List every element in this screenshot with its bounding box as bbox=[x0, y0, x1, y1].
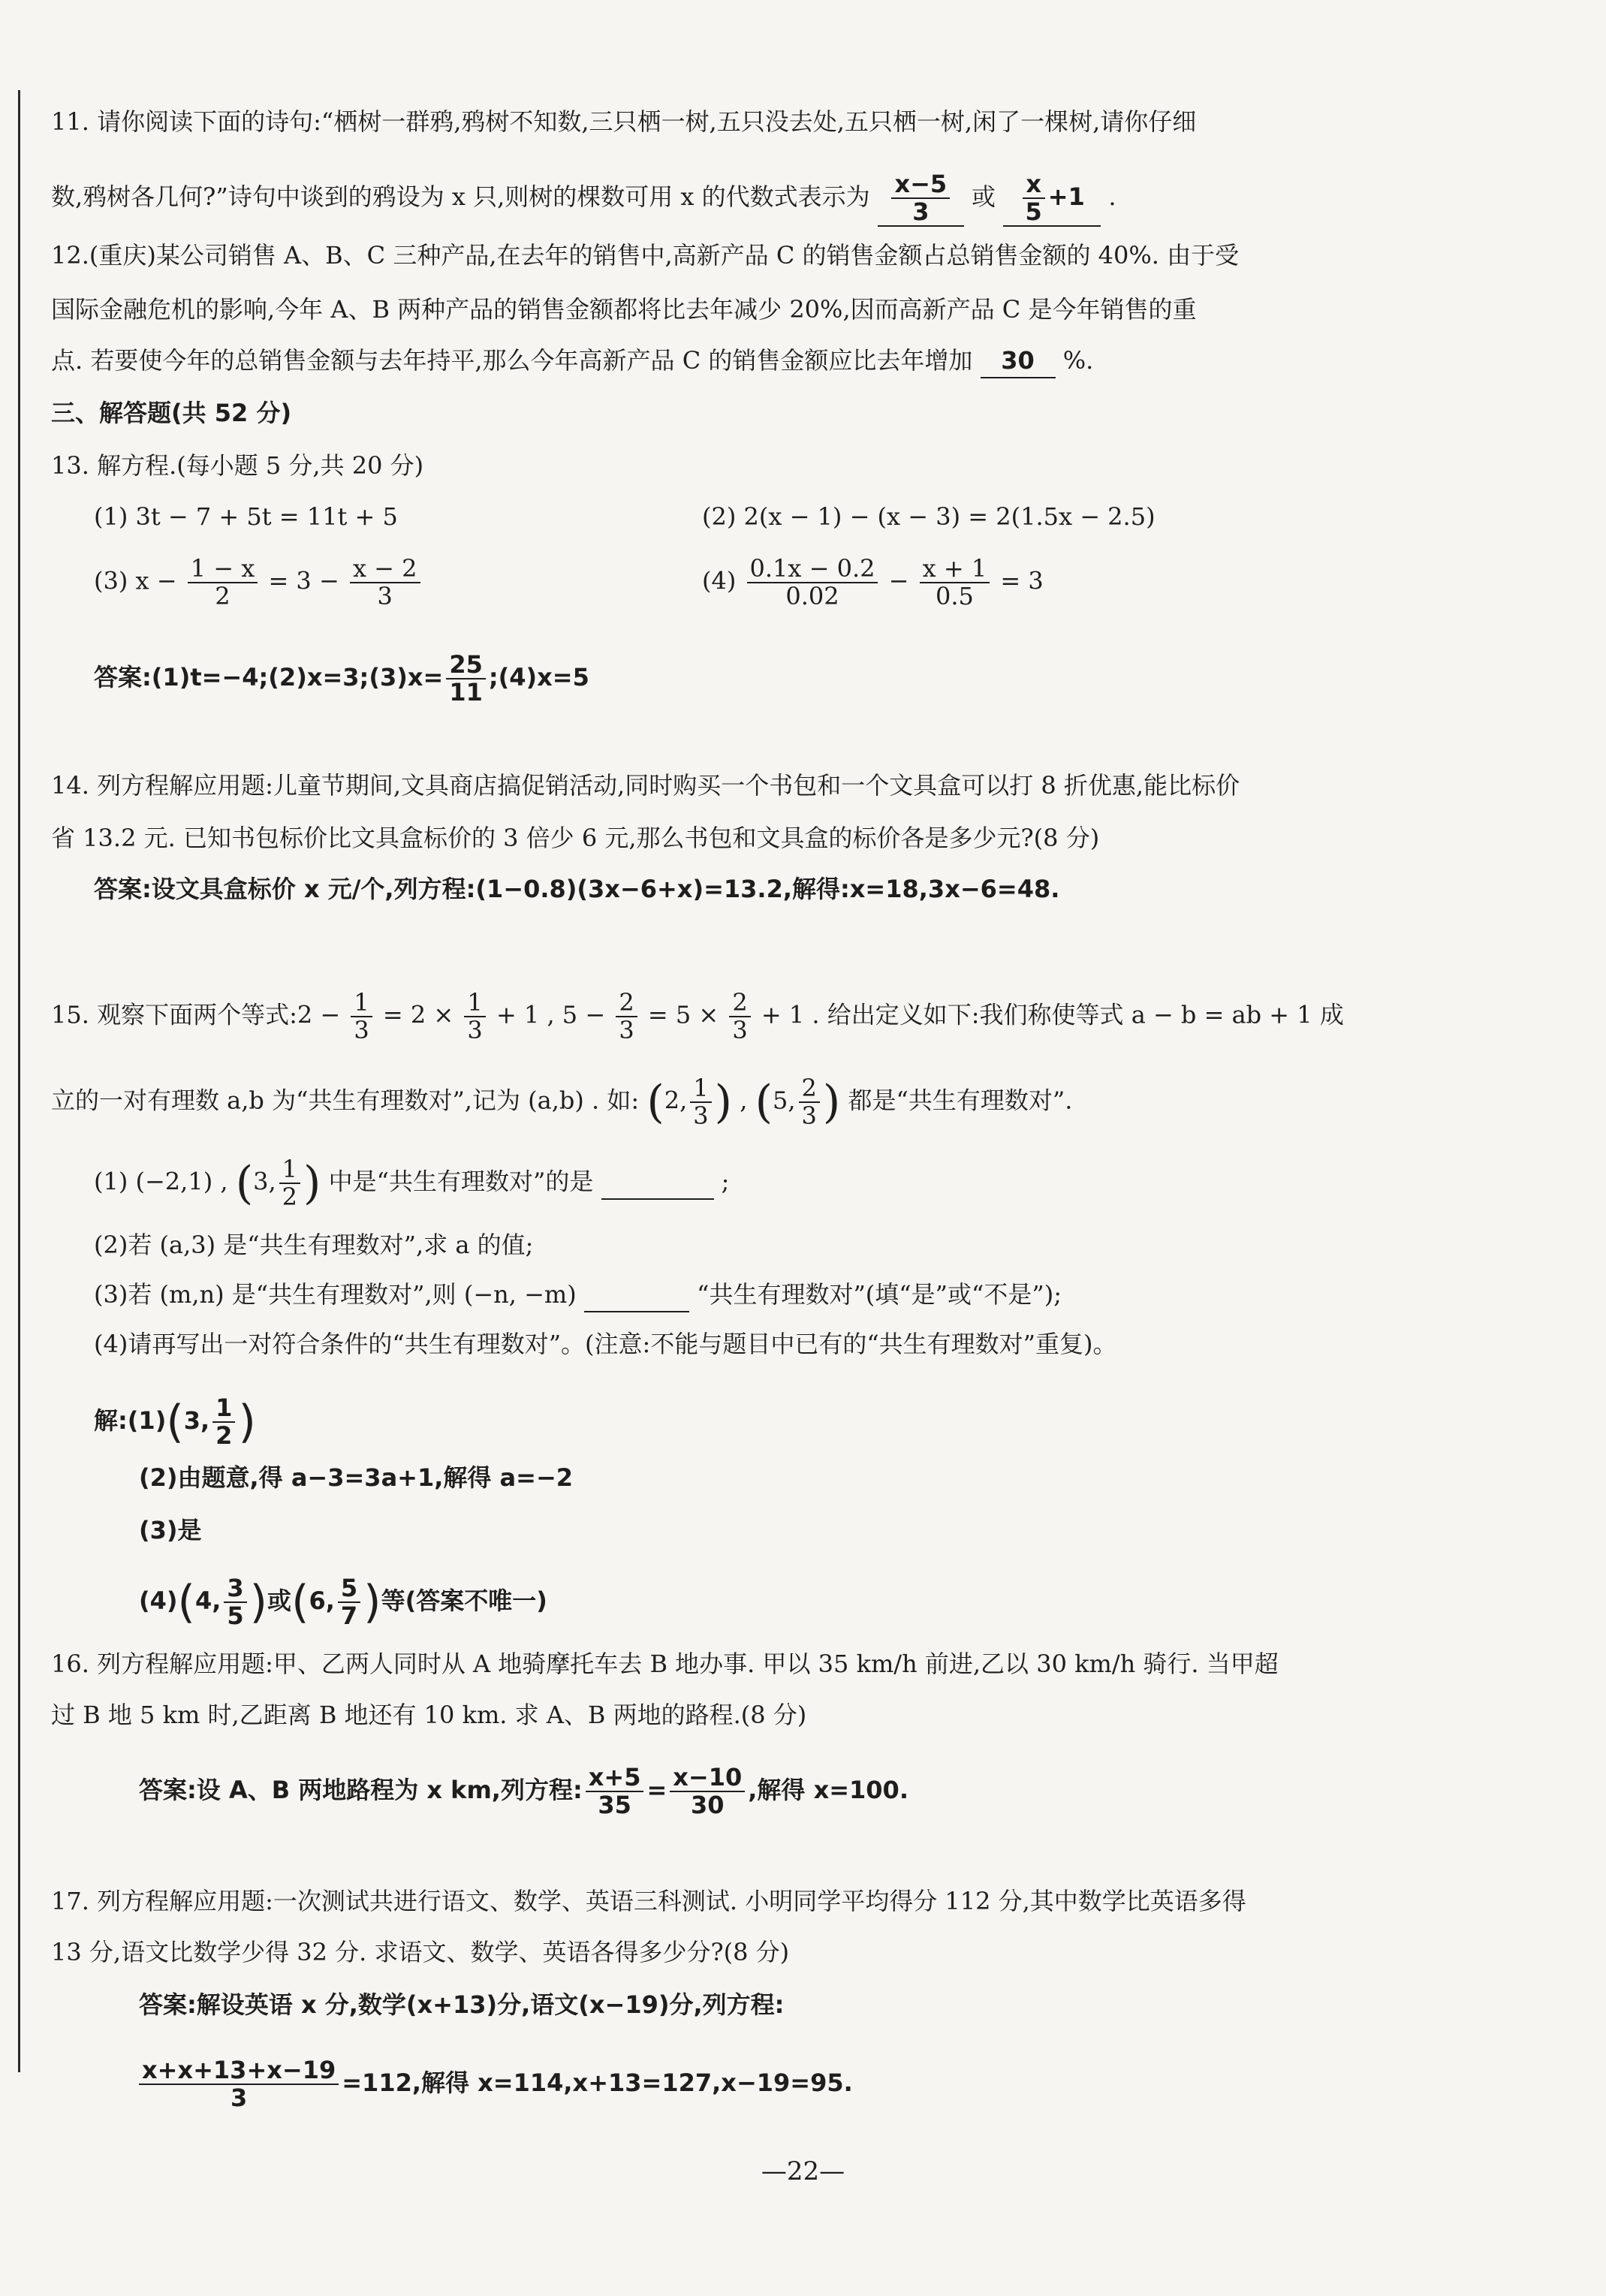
q13-p3-n2: x − 2 bbox=[350, 556, 420, 583]
q15-s1d: 2 bbox=[282, 1183, 297, 1212]
q14-answer: 答案:设文具盒标价 x 元/个,列方程:(1−0.8)(3x−6+x)=13.2,解得:x=18,3x−6=48. bbox=[94, 875, 1060, 903]
q15-f3d: 3 bbox=[619, 1016, 634, 1045]
q13-ans-num: 25 bbox=[446, 652, 486, 679]
q12-line2: 国际金融危机的影响,今年 A、B 两种产品的销售金额都将比去年减少 20%,因而高新产品 C 是今年销售的重 bbox=[51, 295, 1197, 324]
q15-ans4 bbox=[139, 1575, 547, 1629]
q15-a4-or: 或 bbox=[267, 1586, 292, 1616]
q15-l1-b: = 2 × bbox=[382, 1000, 454, 1029]
q15-s1-c: ; bbox=[721, 1167, 730, 1196]
page-number: —22— bbox=[761, 2156, 845, 2186]
q13-p4 bbox=[702, 556, 1044, 610]
q13-p4-n1: 0.1x − 0.2 bbox=[747, 556, 878, 583]
q15-sub2: (2)若 (a,3) 是“共生有理数对”,求 a 的值; bbox=[94, 1231, 534, 1259]
q15-s1-b: 中是“共生有理数对”的是 bbox=[328, 1167, 594, 1196]
q15-p1n: 1 bbox=[690, 1075, 711, 1103]
q13-p1: (1) 3t − 7 + 5t = 11t + 5 bbox=[94, 502, 398, 531]
q13-p3-d2: 3 bbox=[377, 582, 393, 611]
q15-p1d: 3 bbox=[693, 1101, 709, 1131]
q15-p2-a: 5, bbox=[773, 1086, 796, 1115]
q14-line1: 14. 列方程解应用题:儿童节期间,文具商店搞促销活动,同时购买一个书包和一个文具盒可以打 8 折优惠,能比标价 bbox=[51, 771, 1240, 800]
q15-f2d: 3 bbox=[467, 1016, 483, 1045]
q15-sub1-blank[interactable] bbox=[601, 1165, 714, 1200]
q13-p3 bbox=[94, 556, 423, 610]
q13-p4-c: = 3 bbox=[1000, 566, 1044, 595]
q15-a4d1: 5 bbox=[227, 1601, 244, 1631]
q17-n: x+x+13+x−19 bbox=[139, 2057, 339, 2085]
q15-comma: , bbox=[740, 1086, 748, 1115]
q15-a1n: 1 bbox=[212, 1395, 235, 1423]
paren-close: ) bbox=[303, 1157, 321, 1210]
q15-a1d: 2 bbox=[215, 1421, 233, 1451]
paren-close: ) bbox=[249, 1576, 268, 1629]
q13-p4-d2: 0.5 bbox=[935, 582, 974, 611]
q15-l1-c: + 1 , 5 − bbox=[496, 1000, 606, 1029]
q16-ans-post: ,解得 x=100. bbox=[748, 1776, 908, 1805]
q15-l1-d: = 5 × bbox=[647, 1000, 719, 1029]
paren-open: ( bbox=[235, 1157, 254, 1210]
q13-p3-a: (3) x − bbox=[94, 566, 177, 595]
q14-line2: 省 13.2 元. 已知书包标价比文具盒标价的 3 倍少 6 元,那么书包和文具盒的标价各是多少元?(8 分) bbox=[51, 824, 1100, 852]
margin-line bbox=[18, 90, 20, 2072]
q15-l1-a: 15. 观察下面两个等式:2 − bbox=[51, 1000, 341, 1029]
q15-s1-a: (1) (−2,1) , bbox=[94, 1167, 228, 1196]
q13-p3-d1: 2 bbox=[215, 582, 231, 611]
q15-f2n: 1 bbox=[464, 990, 485, 1017]
q17-line2: 13 分,语文比数学少得 32 分. 求语文、数学、英语各得多少分?(8 分) bbox=[51, 1938, 790, 1966]
q13-p4-b: − bbox=[888, 566, 909, 595]
q13-ans-post: ;(4)x=5 bbox=[488, 663, 589, 692]
q15-p2n: 2 bbox=[799, 1075, 820, 1103]
q11-ans2-den: 5 bbox=[1025, 197, 1042, 227]
q13-p4-d1: 0.02 bbox=[785, 582, 839, 611]
q15-sub3 bbox=[94, 1278, 1062, 1312]
paren-close: ) bbox=[714, 1076, 733, 1129]
paren-close: ) bbox=[363, 1576, 381, 1629]
q17-ans2-post: =112,解得 x=114,x+13=127,x−19=95. bbox=[342, 2069, 853, 2098]
q15-p1-a: 2, bbox=[664, 1086, 688, 1115]
q15-a4-pre: (4) bbox=[139, 1586, 178, 1616]
q11-answer-2 bbox=[1003, 171, 1101, 227]
q16-d1: 35 bbox=[598, 1791, 631, 1820]
paren-open: ( bbox=[177, 1576, 195, 1629]
paren-open: ( bbox=[291, 1576, 309, 1629]
q15-a4-post: 等(答案不唯一) bbox=[381, 1586, 547, 1616]
q13-p3-n1: 1 − x bbox=[188, 556, 258, 583]
q16-ans-pre: 答案:设 A、B 两地路程为 x km,列方程: bbox=[139, 1776, 583, 1805]
q13-ans-pre: 答案:(1)t=−4;(2)x=3;(3)x= bbox=[94, 663, 444, 692]
q15-f4d: 3 bbox=[732, 1016, 748, 1045]
q17-answer2 bbox=[139, 2057, 853, 2111]
q11-ans1-den: 3 bbox=[912, 197, 930, 227]
q15-a4-p2: 6, bbox=[309, 1586, 335, 1616]
q11-or: 或 bbox=[972, 182, 996, 212]
q15-l1-e: + 1 . 给出定义如下:我们称使等式 a − b = ab + 1 成 bbox=[761, 1000, 1344, 1029]
q15-a1-pre: 解:(1) bbox=[94, 1406, 167, 1436]
q15-f3n: 2 bbox=[616, 990, 637, 1017]
paren-close: ) bbox=[238, 1396, 256, 1449]
q16-n2: x−10 bbox=[670, 1764, 745, 1792]
q15-a4d2: 7 bbox=[340, 1601, 358, 1631]
q11-ans2-num: x bbox=[1023, 171, 1045, 199]
q12-line3-end: %. bbox=[1062, 346, 1094, 375]
q11-line2-text: 数,鸦树各几何?”诗句中谈到的鸦设为 x 只,则树的棵数可用 x 的代数式表示为 bbox=[51, 182, 870, 212]
q17-answer1: 答案:解设英语 x 分,数学(x+13)分,语文(x−19)分,列方程: bbox=[139, 1990, 785, 2019]
paren-close: ) bbox=[822, 1076, 841, 1129]
q15-a4n2: 5 bbox=[338, 1575, 360, 1603]
q15-a1-p: 3, bbox=[183, 1406, 210, 1436]
q15-f4n: 2 bbox=[729, 990, 750, 1017]
q15-a4n1: 3 bbox=[224, 1575, 246, 1603]
q13-p4-n2: x + 1 bbox=[920, 556, 990, 583]
q15-ans1 bbox=[94, 1395, 256, 1449]
q15-s1-p: 3, bbox=[253, 1167, 276, 1196]
q15-ans2: (2)由题意,得 a−3=3a+1,解得 a=−2 bbox=[139, 1463, 574, 1492]
paren-open: ( bbox=[755, 1076, 773, 1129]
q11-line1: 11. 请你阅读下面的诗句:“栖树一群鸦,鸦树不知数,三只栖一树,五只没去处,五只栖一树,闲了一棵树,请你仔细 bbox=[51, 107, 1197, 136]
q17-line1: 17. 列方程解应用题:一次测试共进行语文、数学、英语三科测试. 小明同学平均得分 112 分,其中数学比英语多得 bbox=[51, 1887, 1246, 1915]
q15-l2-b: 都是“共生有理数对”. bbox=[848, 1086, 1073, 1115]
q15-s1n: 1 bbox=[279, 1156, 300, 1184]
q15-sub3-blank[interactable] bbox=[584, 1278, 689, 1312]
q16-n1: x+5 bbox=[586, 1764, 644, 1792]
q13-p4-a: (4) bbox=[702, 566, 737, 595]
q15-sub4: (4)请再写出一对符合条件的“共生有理数对”。(注意:不能与题目中已有的“共生有理数对”重复)。 bbox=[94, 1330, 1117, 1358]
q15-line1 bbox=[51, 990, 1344, 1044]
q13-p2: (2) 2(x − 1) − (x − 3) = 2(1.5x − 2.5) bbox=[702, 502, 1156, 531]
section-title: 三、解答题(共 52 分) bbox=[51, 399, 292, 427]
q13-ans-den: 11 bbox=[449, 678, 483, 707]
q16-answer bbox=[139, 1764, 908, 1818]
q15-a4-p1: 4, bbox=[194, 1586, 221, 1616]
q13-answer bbox=[94, 652, 589, 706]
q15-f1d: 3 bbox=[354, 1016, 369, 1045]
q15-sub1 bbox=[94, 1156, 729, 1210]
q12-line3 bbox=[51, 344, 1093, 378]
q12-line1: 12.(重庆)某公司销售 A、B、C 三种产品,在去年的销售中,高新产品 C 的销售金额占总销售金额的 40%. 由于受 bbox=[51, 241, 1240, 270]
q16-line2: 过 B 地 5 km 时,乙距离 B 地还有 10 km. 求 A、B 两地的路程.(8 分) bbox=[51, 1701, 807, 1729]
q11-ans2-tail: +1 bbox=[1047, 182, 1085, 212]
q15-line2 bbox=[51, 1075, 1072, 1129]
q15-ans3: (3)是 bbox=[139, 1516, 202, 1544]
paren-open: ( bbox=[646, 1076, 664, 1129]
q16-line1: 16. 列方程解应用题:甲、乙两人同时从 A 地骑摩托车去 B 地办事. 甲以 35 km/h 前进,乙以 30 km/h 骑行. 当甲超 bbox=[51, 1650, 1279, 1678]
q11-line2 bbox=[51, 171, 1116, 227]
q11-ans1-num: x−5 bbox=[891, 171, 950, 199]
q15-f1n: 1 bbox=[351, 990, 372, 1017]
q17-d: 3 bbox=[230, 2084, 248, 2113]
q11-answer-1 bbox=[878, 171, 964, 227]
q15-l2-a: 立的一对有理数 a,b 为“共生有理数对”,记为 (a,b) . 如: bbox=[51, 1086, 640, 1115]
q15-s3-b: “共生有理数对”(填“是”或“不是”); bbox=[697, 1280, 1062, 1309]
q13-p3-b: = 3 − bbox=[268, 566, 339, 595]
q13-title: 13. 解方程.(每小题 5 分,共 20 分) bbox=[51, 451, 424, 480]
q15-s3-a: (3)若 (m,n) 是“共生有理数对”,则 (−n, −m) bbox=[94, 1280, 577, 1309]
q11-end: . bbox=[1108, 182, 1116, 212]
q16-d2: 30 bbox=[691, 1791, 725, 1820]
q16-eq: = bbox=[646, 1776, 667, 1805]
q15-p2d: 3 bbox=[801, 1101, 817, 1131]
q12-line3-text: 点. 若要使今年的总销售金额与去年持平,那么今年高新产品 C 的销售金额应比去年增加 bbox=[51, 346, 973, 375]
q12-answer: 30 bbox=[981, 344, 1056, 378]
paren-open: ( bbox=[166, 1396, 184, 1449]
